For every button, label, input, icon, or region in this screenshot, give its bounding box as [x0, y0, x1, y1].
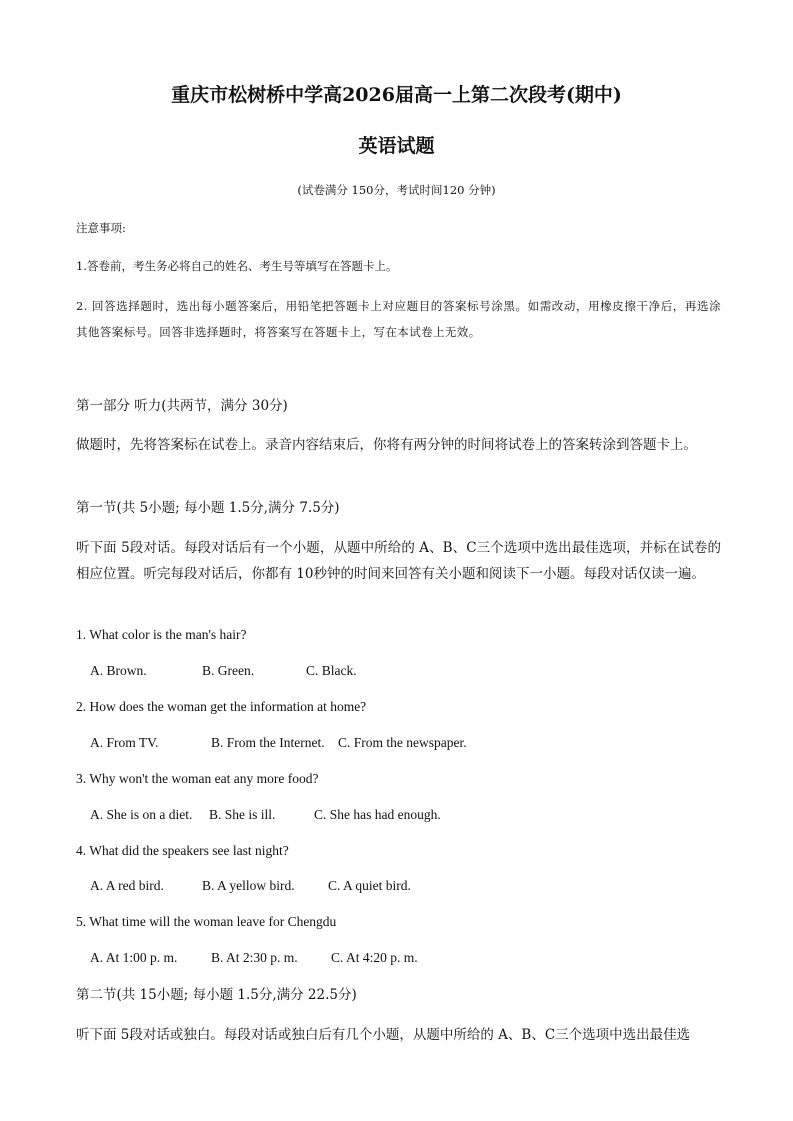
part1-instructions: 做题时，先将答案标在试卷上。录音内容结束后，你将有两分钟的时间将试卷上的答案转涂到答题卡上。 [76, 437, 697, 453]
question-stem: 2. How does the woman get the information at home? [76, 699, 367, 714]
option-b: B. From the Internet. [211, 735, 325, 750]
option-a: A. A red bird. [90, 878, 164, 893]
option-a: A. She is on a diet. [90, 807, 193, 822]
exam-info: (试卷满分 150分，考试时间120 分钟) [297, 183, 496, 197]
option-c: C. At 4:20 p. m. [331, 950, 418, 965]
note-item: 2. 回答选择题时，选出每小题答案后，用铅笔把答题卡上对应题目的答案标号涂黑。如需改动，用橡皮擦干净后，再选涂其他答案标号。回答非选择题时，将答案写在答题卡上，写在本试卷上无效。 [76, 299, 721, 339]
option-a: A. From TV. [90, 735, 159, 750]
question-stem: 3. Why won't the woman eat any more food? [76, 771, 319, 786]
section1-instructions: 听下面 5段对话。每段对话后有一个小题，从题中所给的 A、B、C三个选项中选出最佳选项，并标在试卷的相应位置。听完每段对话后，你都有 10秒钟的时间来回答有关小题和阅读下一小题。每段对话仅读一遍。 [76, 540, 721, 582]
section2-heading: 第二节(共 15小题; 每小题 1.5分,满分 22.5分) [76, 987, 357, 1003]
subject-title: 英语试题 [358, 135, 435, 157]
option-a: A. At 1:00 p. m. [90, 950, 178, 965]
option-c: C. She has had enough. [314, 807, 441, 822]
exam-title: 重庆市松树桥中学高2026届高一上第二次段考(期中) [171, 84, 622, 106]
section1-heading: 第一节(共 5小题; 每小题 1.5分,满分 7.5分) [76, 500, 340, 516]
option-c: C. A quiet bird. [328, 878, 411, 893]
notes-heading: 注意事项: [76, 221, 126, 235]
question-stem: 5. What time will the woman leave for Chengdu [76, 914, 337, 929]
question-stem: 1. What color is the man's hair? [76, 627, 247, 642]
option-b: B. She is ill. [209, 807, 276, 822]
option-b: B. At 2:30 p. m. [211, 950, 298, 965]
option-c: C. Black. [306, 663, 357, 678]
option-b: B. Green. [202, 663, 255, 678]
part1-heading: 第一部分 听力(共两节，满分 30分) [76, 398, 288, 414]
question-stem: 4. What did the speakers see last night? [76, 843, 289, 858]
note-item: 1.答卷前，考生务必将自己的姓名、考生号等填写在答题卡上。 [76, 259, 398, 273]
section2-instructions: 听下面 5段对话或独白。每段对话或独白后有几个小题，从题中所给的 A、B、C三个选项中选出最佳选 [76, 1027, 691, 1043]
option-c: C. From the newspaper. [338, 735, 467, 750]
option-a: A. Brown. [90, 663, 147, 678]
option-b: B. A yellow bird. [202, 878, 295, 893]
